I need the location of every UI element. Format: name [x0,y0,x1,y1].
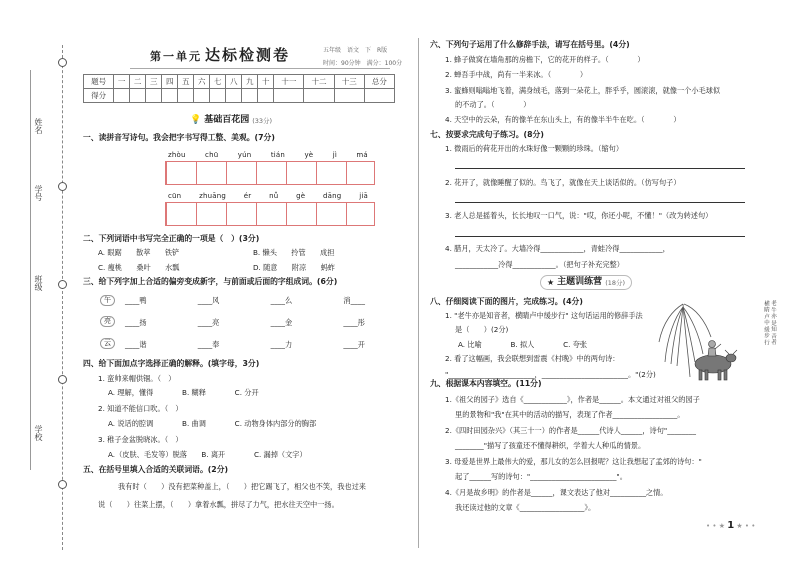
score-cell[interactable] [210,89,226,103]
q6-item[interactable]: 的不动了。（ ） [455,100,531,109]
q3-row-2[interactable] [125,318,365,327]
q9-item[interactable]: ________"描写了孩童还不懂得耕织，学着大人种瓜的情景。 [455,441,646,450]
q9-item[interactable]: 里的景物和"我"在其中的活动的描写，表现了作者__________________。 [455,410,685,419]
score-cell[interactable] [146,89,162,103]
q3-blank[interactable]: ____彤 [343,318,365,327]
poem-char: 音 [770,332,776,338]
q4-item[interactable]: A. 说话的腔调 B. 曲调 C. 动物身体内部分的胸部 [108,419,317,428]
poem-char: 知 [770,326,776,332]
pinyin: chū [205,151,219,159]
q3-badge-2: 亮 [100,316,115,327]
banner-title: 基础百花园 [204,115,250,125]
q9-item[interactable]: 我还读过他的文章《__________________》。 [455,503,596,512]
q6-item[interactable]: 2. 蝉吾手中战，尚有一半来冰。（ ） [445,70,588,79]
q7-item[interactable]: 4. 腊月，天太冷了。大墙冷得____________，青蛙冷得____________， [445,244,670,253]
q7-item: 2. 花开了，就像睡醒了似的。鸟飞了，就像在天上谈话似的。（仿写句子） [445,178,681,187]
q9-item[interactable]: 1.《祖父的园子》选自《____________》，作者是______。本文通过对祖父的园子 [445,395,700,404]
q2-heading: 二、下列词语中书写完全正确的一项是（ ）(3分) [83,234,260,243]
q4-item[interactable]: A.（皮肤、毛发等）脱落 B. 离开 C. 漏掉（文字） [108,450,307,459]
q7-answer-line[interactable] [455,202,745,203]
poem-char: 者 [770,339,776,345]
q8-poem-side-text [763,299,777,346]
q4-item: 3. 稚子金盆脱晓冰。（ ） [98,435,183,444]
poem-char: 是 [770,319,776,325]
poem-char: 牛 [770,306,776,312]
banner-title: 主题训练营 [557,277,603,287]
pinyin: nǚ [269,192,279,200]
q4-item[interactable]: A. 理解，懂得 B. 糊释 C. 分开 [108,388,259,397]
q9-item[interactable]: 4.《月是故乡明》的作者是______，课文表达了他对__________之情。 [445,488,668,497]
binding-dashed-line [62,45,63,550]
pinyin: dāng [323,192,342,200]
binding-hole [58,480,67,489]
pinyin: yún [237,151,252,159]
q1-pinyin-row-1 [168,151,368,160]
page-title: 达标检测卷 [205,46,291,64]
score-cell[interactable] [178,89,194,103]
score-col: 题号 [84,75,114,89]
title-underline [130,68,390,69]
q4-item: 2. 知道不能信口吹。（ ） [98,404,183,413]
poem-char: 缓 [763,326,769,332]
title-meta-time: 时间：90分钟 满分：100分 [323,60,403,67]
score-col: 五 [178,75,194,89]
q3-blank[interactable]: ____风 [197,296,220,305]
class-label: 班级 [34,275,43,291]
q3-blank[interactable]: ____谐 [125,340,147,349]
q8-poem-vertical [763,299,777,346]
score-table [83,74,395,103]
title-meta-grade: 五年级 语文 下 R版 [323,47,388,54]
score-col: 十三 [334,75,364,89]
poem-char: 行 [763,339,769,345]
score-cell[interactable] [334,89,364,103]
poem-char: 卢 [763,313,769,319]
binding-hole [58,182,67,191]
q3-row-1[interactable] [125,296,365,305]
unit-label: 第一单元 [150,50,202,63]
pinyin: tián [270,151,286,159]
score-col: 四 [162,75,178,89]
pinyin: cūn [168,192,182,200]
score-cell[interactable] [364,89,394,103]
poem-char: 睛 [763,306,769,312]
q6-heading: 六、下列句子运用了什么修辞手法，请写在括号里。(4分) [430,40,630,49]
q3-blank[interactable]: 消____ [343,296,365,305]
q3-blank[interactable]: ____扬 [125,318,147,327]
q7-answer-line[interactable] [455,168,745,169]
q1-pinyin-row-2 [168,192,368,201]
q9-heading: 九、根据课本内容填空。(11分) [430,379,542,388]
q2-option-d[interactable]: D. 随意 附凉 蚂蚱 [253,263,335,272]
page-number-value: 1 [727,520,735,531]
score-cell[interactable] [304,89,334,103]
q5-line-1[interactable]: 我有时（ ）没有把菜种盖上，（ ）把它踢飞了，相父也不笑，我也过来 [118,482,366,491]
score-col: 十 [258,75,274,89]
q7-answer-line[interactable] [455,236,745,237]
q3-blank[interactable]: ____金 [270,318,293,327]
q6-item: 3. 蜜蜂则嗡嗡地飞着，满身绒毛，落到一朵花上，胖乎乎，圆滚滚，就像一个小毛球似 [445,86,721,95]
q3-badge-1: 午 [100,295,115,306]
q3-row-3[interactable] [125,340,365,349]
q2-option-c[interactable]: C. 瘦桃 桑叶 水瓢 [98,263,180,272]
score-col: 九 [242,75,258,89]
q3-blank[interactable]: ____奉 [197,340,220,349]
pinyin: jì [332,151,337,159]
score-cell[interactable] [162,89,178,103]
score-cell[interactable] [130,89,146,103]
q3-blank[interactable]: ____么 [270,296,293,305]
section-banner-basic [190,115,272,126]
score-cell[interactable] [258,89,274,103]
q8-item[interactable]: 是（ ）(2分) [455,325,509,334]
pinyin: yè [304,151,314,159]
dots-icon: • • ★ [706,522,728,530]
q3-badge-3: 云 [100,338,115,349]
q8-item[interactable]: "________________________，________________________。"(2分) [445,370,656,379]
poem-char: 中 [763,319,769,325]
binding-hole [58,375,67,384]
q2-option-b[interactable]: B. 懒头 拎管 成担 [253,248,335,257]
q9-item[interactable]: 2.《四时田园杂兴》（其三十一）的作者是______代诗人______，诗句"________ [445,426,696,435]
q9-item[interactable]: 3. 母爱是世界上最伟大的爱，那儿女的怎么回报呢？这让我想起了孟郊的诗句：" [445,457,702,466]
q6-item[interactable]: 1. 蜂子做窝在墙角那的房檐下，它的花开的样子。（ ） [445,55,645,64]
school-label: 学校 [34,425,43,441]
q3-blank[interactable]: ____鸭 [125,296,147,305]
score-cell[interactable] [274,89,304,103]
q1-heading: 一、读拼音写诗句。我会把字书写得工整、美观。(7分) [83,133,275,142]
score-table-header-row [84,75,395,89]
pinyin: zhòu [168,151,186,159]
q7-item[interactable]: ____________冷得____________。（把句子补充完整） [455,260,624,269]
pinyin: gè [296,192,306,200]
q8-item: 2. 看了这幅画，我会联想到雷震《村晚》中的两句诗： [445,354,620,363]
score-col: 六 [194,75,210,89]
score-col: 二 [130,75,146,89]
q3-heading: 三、给下列字加上合适的偏旁变成新字，与前面或后面的字组成词。(6分) [83,277,338,286]
score-col: 三 [146,75,162,89]
q8-illustration [655,292,780,384]
score-col: 总分 [364,75,394,89]
section-banner-theme [540,275,632,290]
score-col: 十二 [304,75,334,89]
pinyin: jiā [359,192,368,200]
score-cell[interactable] [194,89,210,103]
name-label: 姓名 [34,118,43,134]
binding-solid-line [30,70,31,470]
q7-heading: 七、按要求完成句子练习。(8分) [430,130,544,139]
q3-blank[interactable]: ____开 [343,340,365,349]
banner-points: (18分) [605,278,626,287]
poem-char: 亦 [770,313,776,319]
score-cell[interactable] [242,89,258,103]
pinyin: ér [243,192,252,200]
center-divider [418,38,419,548]
score-row-label: 得分 [84,89,114,103]
student-number-label: 学号 [34,185,43,201]
binding-hole [58,58,67,67]
boy-icon [708,341,721,357]
q8-heading: 八、仔细阅读下面的图片，完成练习。(4分) [430,297,583,306]
score-cell[interactable] [226,89,242,103]
q3-blank[interactable]: ____亮 [197,318,220,327]
q9-item[interactable]: 起了______写的诗句："________________________"。 [455,472,627,481]
banner-points: (33分) [252,116,273,125]
score-col: 七 [210,75,226,89]
score-col: 八 [226,75,242,89]
q8-item[interactable]: A. 比喻 B. 拟人 C. 夸张 [458,340,588,349]
q7-item: 3. 老人总是摇着头，长长地叹一口气，说："哎，你还小呢，不懂！"（改为转述句） [445,211,713,220]
q5-heading: 五、在括号里填入合适的关联词语。(2分) [83,465,229,474]
dots-icon: ★ • • [734,522,756,530]
pinyin: zhuāng [199,192,226,200]
q4-heading: 四、给下面加点字选择正确的解释。(填字母，3分) [83,359,260,368]
lightbulb-icon: 💡 [190,115,202,125]
poem-char: 老 [770,300,776,306]
pinyin: má [356,151,368,159]
q1-writing-grid-2[interactable] [165,202,375,226]
page-number [706,520,755,533]
score-cell[interactable] [114,89,130,103]
score-col: 十一 [274,75,304,89]
q6-item[interactable]: 4. 天空中的云朵，有的像羊在东山头上，有的像半半牛在吃。（ ） [445,115,681,124]
poem-char: 步 [763,332,769,338]
q3-blank[interactable]: ____力 [270,340,293,349]
score-col: 一 [114,75,130,89]
q5-line-2[interactable]: 说（ ）往菜上摆，（ ）拿着水瓢，拼尽了力气，把水往天空中一扬。 [98,500,339,509]
q1-writing-grid-1[interactable] [165,161,375,185]
q2-option-a[interactable]: A. 眼踞 散萃 铁铲 [98,248,180,257]
binding-hole [58,280,67,289]
q4-item: 1. 蛮帅来帽供锢。（ ） [98,374,176,383]
q7-item: 1. 微雨后的荷花开出的水珠好像一颗颗的珍珠。（缩句） [445,144,624,153]
star-icon: ★ [547,277,555,287]
q8-item: 1. "老牛亦是知音者，横睛卢中缓步行" 这句话运用的修辞手法 [445,311,643,320]
poem-char: 横 [763,300,769,306]
score-table-score-row [84,89,395,103]
